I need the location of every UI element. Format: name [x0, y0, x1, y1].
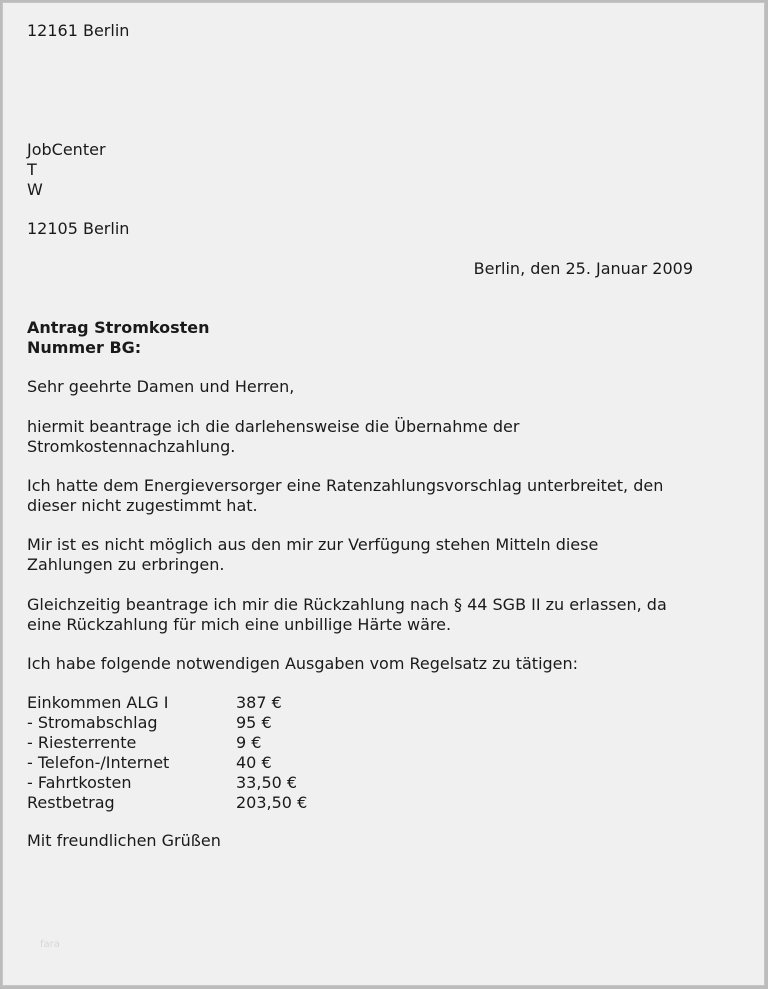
paragraph-5: Ich habe folgende notwendigen Ausgaben vom Regelsatz zu tätigen:: [27, 654, 579, 673]
budget-label: - Telefon-/Internet: [27, 753, 170, 772]
recipient-line-3: W: [27, 180, 43, 199]
paragraph-1: [27, 417, 519, 457]
budget-label: - Stromabschlag: [27, 713, 158, 732]
sender-city: 12161 Berlin: [27, 21, 130, 40]
budget-label: Restbetrag: [27, 793, 115, 812]
salutation: Sehr geehrte Damen und Herren,: [27, 377, 295, 396]
recipient-city: 12105 Berlin: [27, 219, 130, 238]
subject: [27, 318, 209, 358]
subject-title: Antrag Stromkosten: [27, 318, 210, 337]
paragraph-line: hiermit beantrage ich die darlehensweise die Übernahme der: [27, 417, 520, 436]
budget-amount: 33,50 €: [236, 773, 298, 792]
paragraph-4: [27, 595, 667, 635]
letter-page: [2, 2, 765, 986]
budget-row: [27, 733, 307, 753]
paragraph-line: dieser nicht zugestimmt hat.: [27, 496, 258, 515]
subject-reference: Nummer BG:: [27, 338, 142, 357]
paragraph-line: eine Rückzahlung für mich eine unbillige Härte wäre.: [27, 615, 452, 634]
budget-table: [27, 693, 307, 813]
paragraph-line: Ich hatte dem Energieversorger eine Ratenzahlungsvorschlag unterbreitet, den: [27, 476, 664, 495]
letter-date: Berlin, den 25. Januar 2009: [473, 259, 693, 278]
budget-amount: 40 €: [236, 753, 272, 772]
budget-row: [27, 693, 307, 713]
budget-label: Einkommen ALG I: [27, 693, 169, 712]
paragraph-line: Stromkostennachzahlung.: [27, 437, 236, 456]
paragraph-line: Zahlungen zu erbringen.: [27, 555, 225, 574]
budget-row: [27, 773, 307, 793]
paragraph-line: Gleichzeitig beantrage ich mir die Rückzahlung nach § 44 SGB II zu erlassen, da: [27, 595, 667, 614]
budget-label: - Fahrtkosten: [27, 773, 132, 792]
budget-amount: 9 €: [236, 733, 262, 752]
paragraph-line: Mir ist es nicht möglich aus den mir zur Verfügung stehen Mitteln diese: [27, 535, 599, 554]
paragraph-3: [27, 535, 598, 575]
recipient-address: [27, 140, 106, 200]
paragraph-2: [27, 476, 663, 516]
budget-row: [27, 753, 307, 773]
budget-amount: 387 €: [236, 693, 282, 712]
budget-row: [27, 713, 307, 733]
recipient-line-2: T: [27, 160, 37, 179]
recipient-name: JobCenter: [27, 140, 106, 159]
budget-amount: 203,50 €: [236, 793, 308, 812]
closing: Mit freundlichen Grüßen: [27, 831, 221, 850]
watermark: fara: [40, 939, 60, 950]
budget-amount: 95 €: [236, 713, 272, 732]
budget-row: [27, 793, 307, 813]
budget-label: - Riesterrente: [27, 733, 137, 752]
